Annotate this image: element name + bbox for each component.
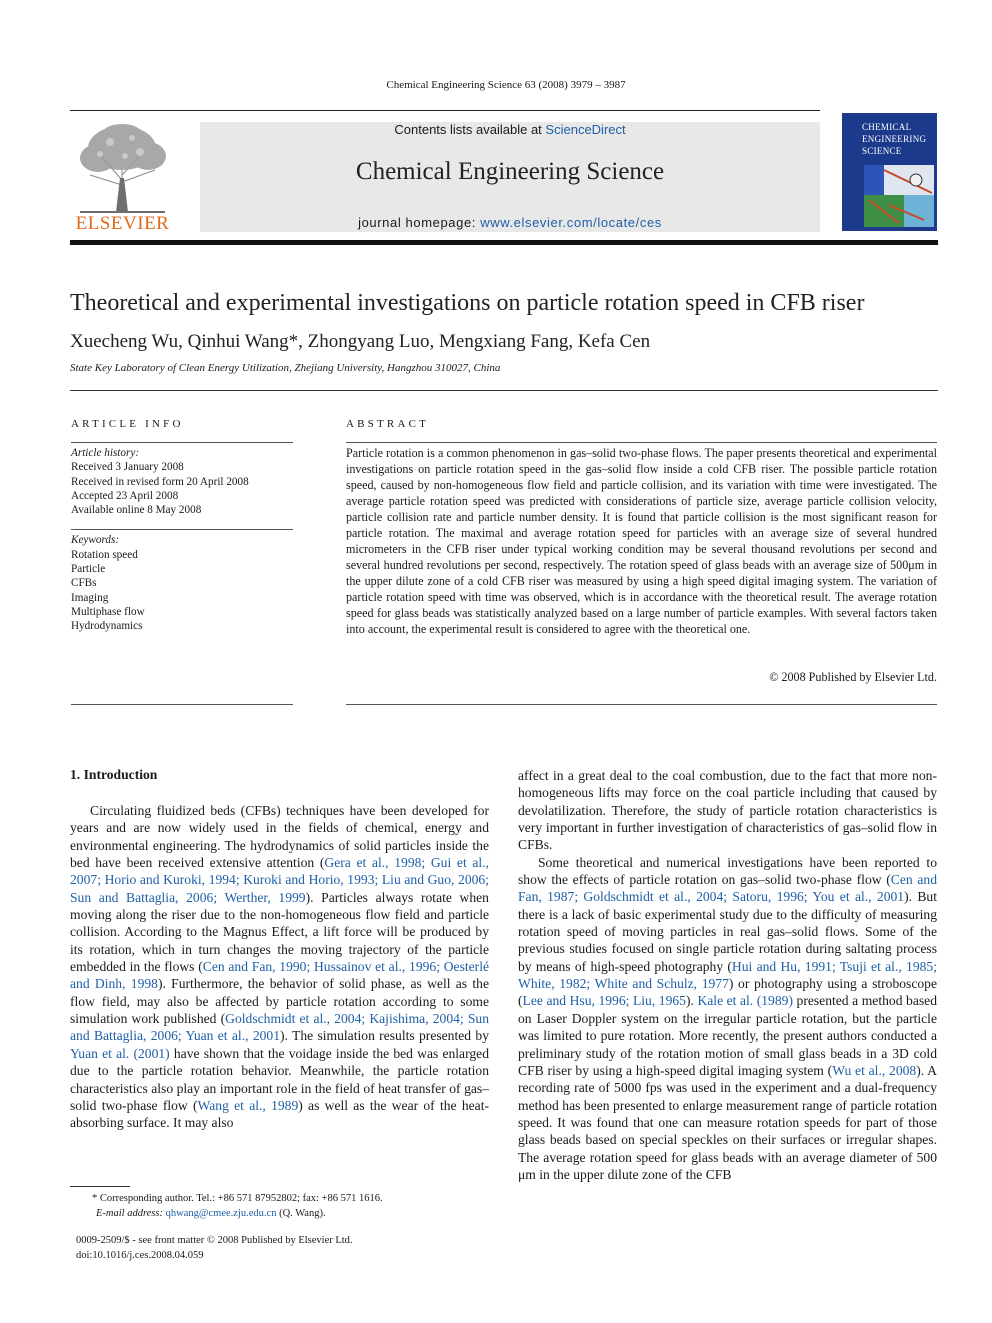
email-suffix: (Q. Wang). <box>279 1208 326 1219</box>
keyword: Rotation speed <box>71 548 138 561</box>
article-info-bottom-rule <box>71 704 293 705</box>
journal-title[interactable]: Chemical Engineering Science <box>355 158 665 185</box>
article-info-heading: ARTICLE INFO <box>71 418 184 430</box>
footnote-rule <box>70 1186 130 1187</box>
text-run: Circulating fluidized beds (CFBs) techniques have been developed for years and are now widely used in the fields of chemical, energy and environmental engineering. The hydrodynamics of solid particles inside the bed have been received extensive attention ( <box>70 803 489 871</box>
cover-title-line: CHEMICAL <box>862 122 912 132</box>
keywords-rule <box>71 529 293 530</box>
citation-link[interactable]: Wu et al., 2008 <box>832 1062 917 1078</box>
abstract-heading: ABSTRACT <box>346 418 430 430</box>
cover-title <box>862 121 926 157</box>
paragraph <box>518 854 937 1184</box>
email-note <box>70 1206 326 1221</box>
publisher-logo[interactable] <box>70 120 175 235</box>
header-thick-rule <box>70 240 938 245</box>
body-column-right <box>518 767 937 1183</box>
body-column-left <box>70 802 489 1132</box>
text-run: ). <box>685 993 698 1009</box>
history-item: Accepted 23 April 2008 <box>71 489 179 502</box>
text-run: have shown that the voidage inside the bed was enlarged due to the particle rotation behavior. Meanwhile, the particle rotation characteristics also play an important role in the field of heat transfer of gas–solid two-phase flow ( <box>70 1045 489 1113</box>
keyword: Hydrodynamics <box>71 620 143 633</box>
abstract-text: Particle rotation is a common phenomenon in gas–solid two-phase flows. The paper presents theoretical and experimental investigations on particle rotation speed in the gas–solid flow inside a cold CFB riser. The possible particle rotation speed, caused by non-homogeneous flow field and particle collision, and its variation with time were investigated. The average particle rotation speed was predicted with considerations of particle size, average particle collision velocity, particle collision rate and particle number density. It is found that particle collision is the most significant reason for particle rotation. The maximal and average rotation speed for particles with an average size of several hundred micrometers in the CFB riser under typical working condition may be several thousand revolutions per second and several hundred revolutions per second, respectively. The rotation speed of glass beads with an average size of 500μm in the upper dilute zone of a cold CFB riser was measured by using a high speed digital imaging system. The variation of particle rotation speed with time was observed, which is in accordance with the theoretical result. The average rotation speed for glass beads was statistically analyzed based on a large number of particle examples. With several factors taken into account, the experimental result is considered to agree with the theoretical one. <box>346 446 937 636</box>
text-run: ). Furthermore, the behavior of solid phase, as well as the flow field, may also be affected by particle rotation according to some simulation work published ( <box>70 976 489 1027</box>
abstract-rule <box>346 442 937 443</box>
text-run: ). Particles always rotate when moving along the riser due to the non-homogeneous flow field and particle collision. According to the Magnus Effect, a lift force will be produced by its rotation, which in turn changes the moving trajectory of the particle embedded in the flows ( <box>70 889 489 975</box>
citation-link[interactable]: Cen and Fan, 1990; Hussainov et al., 1996; Oesterlé and Dinh, 1998 <box>70 959 490 992</box>
citation-link[interactable]: Cen and Fan, 1987; Goldschmidt et al., 2004; Satoru, 1996; You et al., 2001 <box>518 872 937 905</box>
history-item: Available online 8 May 2008 <box>71 504 202 517</box>
title-rule <box>70 390 938 391</box>
text-run: presented a method based on Laser Doppler system on the irregular particle rotation, but the particle was limited to pure rotation. More recently, the present authors conducted a preliminary study of the rotation motion of small glass beads in a 3D cold CFB riser by using a high-speed digital imaging system ( <box>518 993 937 1078</box>
citation-link[interactable]: Yuan et al. (2001) <box>70 1045 170 1061</box>
keyword: Multiphase flow <box>71 605 145 618</box>
section-heading: 1. Introduction <box>70 767 158 782</box>
keyword: CFBs <box>71 577 97 590</box>
text-run: Some theoretical and numerical investigations have been reported to show the effects of particle rotation on gas–solid two-phase flow ( <box>518 854 937 888</box>
citation-link[interactable]: Hui and Hu, 1991; Tsuji et al., 1985; White, 1982; White and Schulz, 1977 <box>518 958 937 992</box>
cover-title-line: ENGINEERING <box>862 134 927 144</box>
journal-banner <box>200 122 820 232</box>
article-info <box>71 446 293 634</box>
history-item: Received 3 January 2008 <box>71 461 184 474</box>
tree-logo-icon <box>70 120 175 215</box>
text-run: ) as well as the wear of the heat-absorbing surface. It may also <box>70 1097 489 1131</box>
journal-cover[interactable] <box>842 113 937 231</box>
doi-line[interactable]: doi:10.1016/j.ces.2008.04.059 <box>76 1250 204 1261</box>
cover-image-icon <box>864 165 934 227</box>
contents-prefix: Contents lists available at <box>394 122 542 137</box>
citation-link[interactable]: Lee and Hsu, 1996; Liu, 1965 <box>522 993 686 1009</box>
affiliation: State Key Laboratory of Clean Energy Utilization, Zhejiang University, Hangzhou 310027, China <box>70 362 501 374</box>
abstract-bottom-rule <box>346 704 937 705</box>
publisher-logo-text: ELSEVIER <box>75 213 170 234</box>
text-run: ). A recording rate of 5000 fps was used in the experiment and a dual-frequency method has been presented to enlarge measurement range of particle rotation speed. It was found that one can measure rotation speeds for part of those glass beads based on special speckles on their surfaces or irregular shapes. The average rotation speed for glass beads with an average diameter of 500 μm in the upper dilute zone of the CFB <box>518 1062 937 1182</box>
author-list: Xuecheng Wu, Qinhui Wang*, Zhongyang Luo, Mengxiang Fang, Kefa Cen <box>70 331 651 352</box>
text-run: ). But there is a lack of basic experimental study due to the difficulty of measuring rotation speed of moving particles in real gas–solid flows. Some of the previous studies focused on single particle rotation during saltating process by means of high-speed photography ( <box>518 889 937 974</box>
citation-link[interactable]: Wang et al., 1989 <box>197 1097 299 1113</box>
citation-link[interactable]: Gera et al., 1998; Gui et al., 2007; Horio and Kuroki, 1994; Kuroki and Horio, 1993; Liu and Guo, 2006; Sun and Battaglia, 2006; Werther, 1999 <box>70 855 489 905</box>
keyword: Imaging <box>71 591 109 604</box>
citation-link[interactable]: Goldschmidt et al., 2004; Kajishima, 2004; Sun and Battaglia, 2006; Yuan et al., 2001 <box>70 1011 489 1044</box>
homepage-prefix: journal homepage: <box>358 215 476 230</box>
text-run: ). The simulation results presented by <box>280 1028 489 1044</box>
keywords-label: Keywords: <box>71 534 120 547</box>
paragraph <box>70 802 489 1132</box>
article-info-rule <box>71 442 293 443</box>
citation-link[interactable]: Kale et al. (1989) <box>697 993 793 1009</box>
corresponding-author-note: * Corresponding author. Tel.: +86 571 87952802; fax: +86 571 1616. <box>92 1193 383 1204</box>
keyword: Particle <box>71 563 106 576</box>
sciencedirect-link[interactable]: ScienceDirect <box>545 122 626 137</box>
header-rule <box>70 110 820 111</box>
email-label: E-mail address: <box>96 1208 163 1219</box>
running-head: Chemical Engineering Science 63 (2008) 3979 – 3987 <box>386 79 626 91</box>
history-label: Article history: <box>71 447 140 459</box>
homepage-line <box>200 215 820 230</box>
article-title: Theoretical and experimental investigations on particle rotation speed in CFB riser <box>70 290 865 316</box>
issn-line: 0009-2509/$ - see front matter © 2008 Published by Elsevier Ltd. <box>76 1235 353 1246</box>
history-item: Received in revised form 20 April 2008 <box>71 475 249 488</box>
email-link[interactable]: qhwang@cmee.zju.edu.cn <box>165 1208 277 1219</box>
homepage-link[interactable]: www.elsevier.com/locate/ces <box>480 215 662 230</box>
abstract-copyright: © 2008 Published by Elsevier Ltd. <box>769 670 937 684</box>
cover-title-line: SCIENCE <box>862 146 902 156</box>
contents-line <box>200 122 820 137</box>
paragraph: affect in a great deal to the coal combustion, due to the fact that more non-homogeneous lifts may force on the coal particle including that caused by devolatilization. Therefore, the study of particle rotation characteristics is very important in further investigation of characteristics of gas–solid flow in CFBs. <box>518 768 937 853</box>
text-run: ) or photography using a stroboscope ( <box>518 976 938 1009</box>
